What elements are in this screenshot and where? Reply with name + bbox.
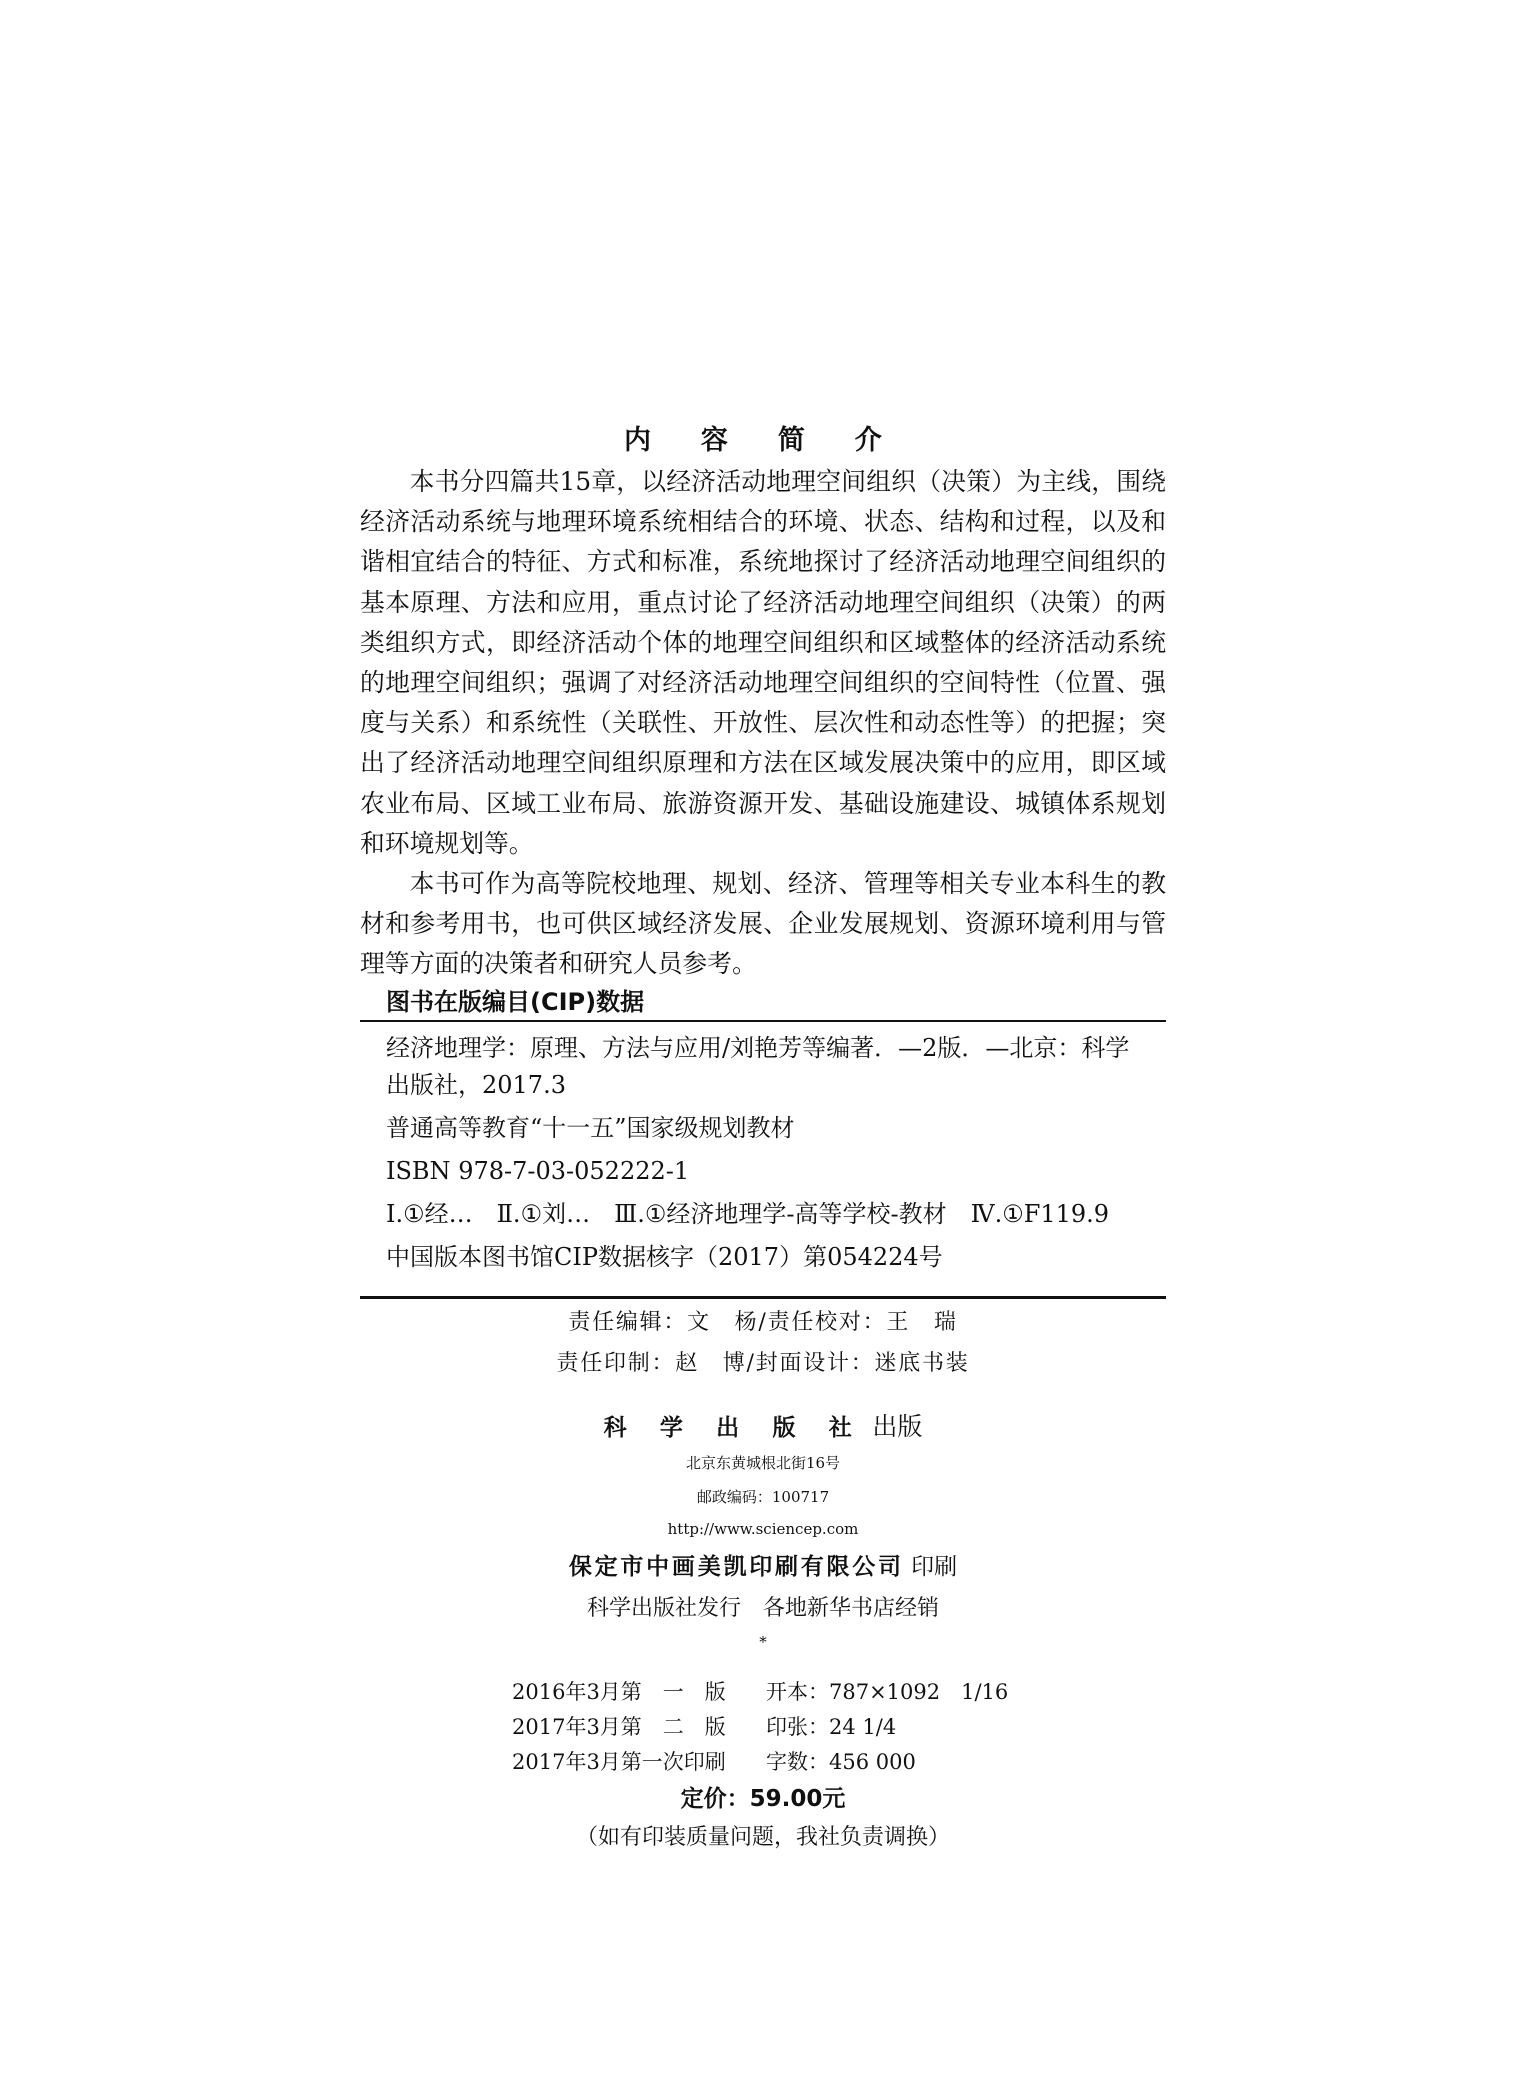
printer-name: 保定市中画美凯印刷有限公司	[568, 1554, 904, 1580]
cip-heading: 图书在版编目(CIP)数据	[386, 988, 645, 1016]
publisher-name: 科 学 出 版 社	[603, 1414, 865, 1441]
edition-row	[512, 1673, 1008, 1708]
edition-spec: 字数：456 000	[766, 1749, 916, 1774]
price: 定价：59.00元	[680, 1786, 846, 1812]
cip-title-line: 经济地理学：原理、方法与应用/刘艳芳等编著．—2版．—北京：科学	[386, 1034, 1130, 1062]
summary-paragraph: 本书可作为高等院校地理、规划、经济、管理等相关专业本科生的教材和参考用书，也可供区域经济发展、企业发展规划、资源环境利用与管理等方面的决策者和研究人员参考。	[360, 869, 1166, 979]
distribution-line: 科学出版社发行 各地新华书店经销	[586, 1596, 939, 1621]
publisher-line	[360, 1407, 1166, 1443]
edition-row	[512, 1708, 1008, 1743]
cip-data-block	[386, 1030, 1166, 1276]
publisher-postcode: 邮政编码：100717	[696, 1488, 830, 1506]
summary-paragraph: 本书分四篇共15章，以经济活动地理空间组织（决策）为主线，围绕经济活动系统与地理环境系统相结合的环境、状态、结构和过程，以及和谐相宜结合的特征、方式和标准，系统地探讨了经济活动地理空间组织的基本原理、方法和应用，重点讨论了经济活动地理空间组织（决策）的两类组织方式，即经济活动个体的地理空间组织和区域整体的经济活动系统的地理空间组织；强调了对经济活动地理空间组织的空间特性（位置、强度与关系）和系统性（关联性、开放性、层次性和动态性等）的把握；突出了经济活动地理空间组织原理和方法在区域发展决策中的应用，即区域农业布局、区域工业布局、旅游资源开发、基础设施建设、城镇体系规划和环境规划等。	[360, 467, 1166, 858]
price-note: （如有印装质量问题，我社负责调换）	[575, 1825, 950, 1850]
publisher-suffix: 出版	[872, 1412, 923, 1441]
publisher-website: http://www.sciencep.com	[667, 1520, 859, 1538]
edition-date: 2017年3月第一次印刷	[512, 1749, 726, 1774]
edition-table	[512, 1673, 1008, 1778]
edition-date: 2017年3月第 二 版	[512, 1714, 726, 1739]
cip-bottom-rule	[360, 1296, 1166, 1299]
cip-isbn: ISBN 978-7-03-052222-1	[386, 1157, 690, 1185]
edition-spec: 开本：787×1092 1/16	[766, 1679, 1009, 1704]
edition-row	[512, 1743, 1008, 1778]
summary-body	[360, 462, 1166, 985]
cip-top-rule	[360, 1020, 1166, 1022]
cip-classification: Ⅰ.①经… Ⅱ.①刘… Ⅲ.①经济地理学-高等学校-教材 Ⅳ.①F119.9	[386, 1200, 1110, 1228]
printer-suffix: 印刷	[911, 1554, 958, 1580]
separator-asterisk: *	[759, 1633, 767, 1651]
printer-line	[360, 1548, 1166, 1581]
cip-series: 普通高等教育“十一五”国家级规划教材	[386, 1114, 795, 1142]
print-credit: 责任印制：赵 博/封面设计：迷底书装	[556, 1351, 970, 1376]
cip-verification: 中国版本图书馆CIP数据核字（2017）第054224号	[386, 1243, 943, 1271]
edition-date: 2016年3月第 一 版	[512, 1679, 726, 1704]
editor-credit: 责任编辑：文 杨/责任校对：王 瑞	[568, 1310, 958, 1335]
summary-title: 内 容 简 介	[624, 425, 902, 456]
edition-spec: 印张：24 1/4	[766, 1714, 897, 1739]
cip-title-line-continued: 出版社，2017.3	[386, 1071, 566, 1099]
publisher-address: 北京东黄城根北街16号	[685, 1454, 841, 1472]
